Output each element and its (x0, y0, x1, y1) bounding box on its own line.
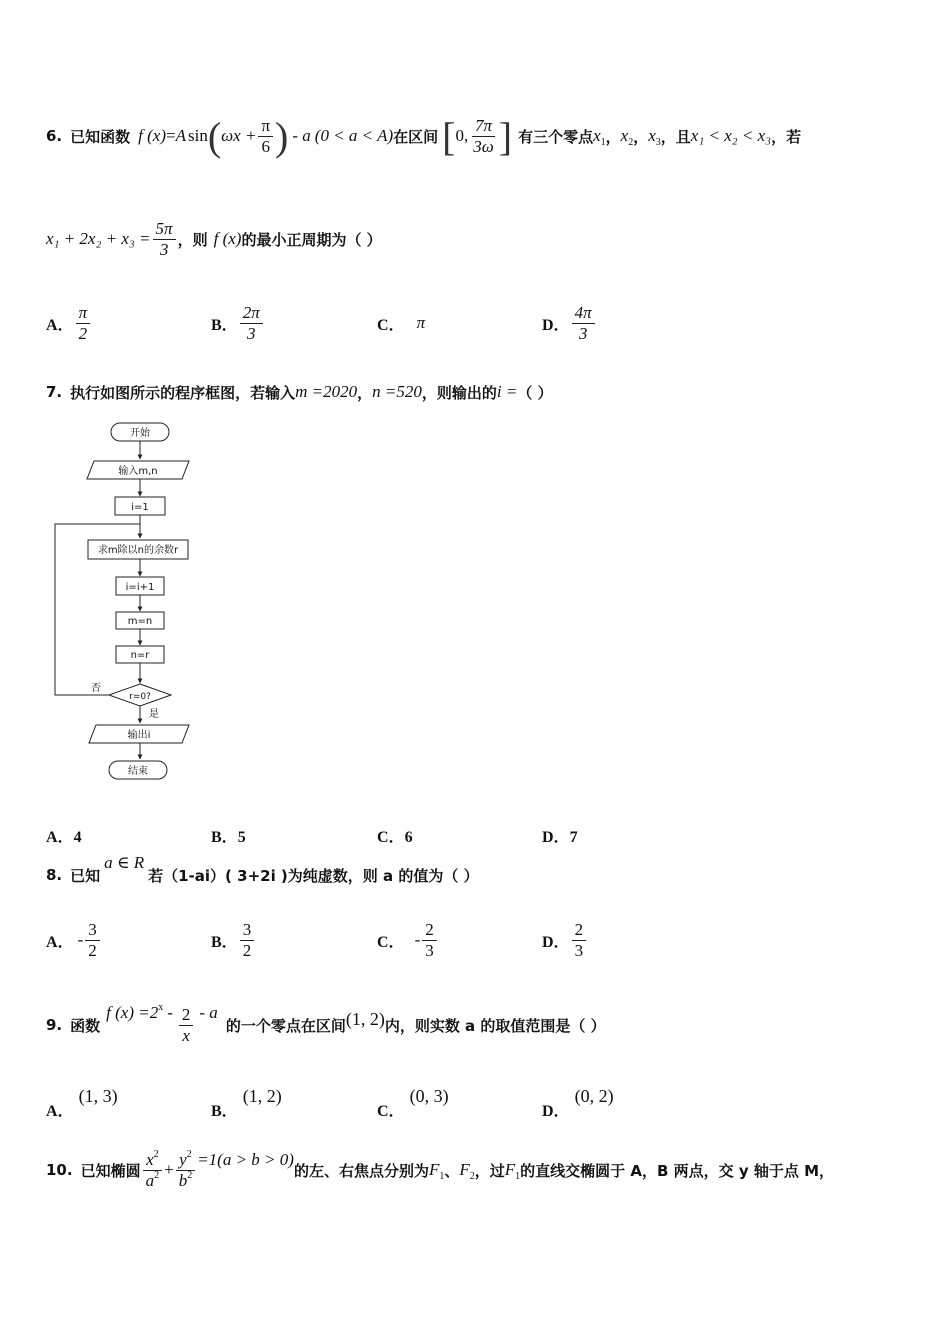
q7-option-d-label: D． (542, 829, 570, 846)
flow-assign-n-label: n=r (130, 650, 150, 661)
q7-sep: ， (357, 383, 373, 402)
q6-order: x₁ < x₂ < x₃ (690, 126, 772, 145)
q6-paren-close: ) (275, 113, 289, 159)
q9-option-a (46, 1084, 118, 1118)
q6-func: f (x) (138, 126, 166, 145)
q9-option-a-value: (1, 3) (78, 1086, 118, 1106)
q8-a-in-r: a ∈ R (104, 853, 145, 872)
q7-option-a-label: A． (46, 829, 74, 846)
q8-option-a-value: $\frac{3}{2}$ (85, 921, 100, 960)
q9-option-c (377, 1084, 449, 1118)
q6-five-pi-frac: $\frac{5\pi}{3}$ (153, 220, 176, 259)
q6-three-zeros: 有三个零点 (518, 127, 594, 146)
q6-option-d-label: D． (542, 316, 570, 334)
q8-lead: 已知 (70, 866, 101, 885)
q6-if: ，若 (771, 127, 802, 146)
q9-option-b-value: (1, 2) (242, 1086, 282, 1106)
q8-option-a-label: A． (46, 933, 74, 951)
q7-option-d (542, 824, 578, 847)
q9-frac: $\frac{2}{x}$ (179, 1006, 194, 1045)
q6-and: 且 (675, 127, 691, 146)
q7-lead: 执行如图所示的程序框图，若输入 (70, 383, 296, 402)
q6-x3: $x_3$ (648, 126, 661, 148)
q9-minus-a: - a (199, 1003, 218, 1022)
flow-init-label: i=1 (131, 502, 149, 513)
q10-frac-x: $\frac{x^2}{a^2}$ (143, 1151, 163, 1190)
q6-interval-left: 0, (455, 126, 469, 145)
q8-option-d-value: $\frac{2}{3}$ (572, 921, 587, 960)
q9-option-b (211, 1084, 282, 1118)
flow-start-label: 开始 (130, 428, 150, 439)
q8-option-b-label: B． (211, 933, 238, 951)
q7-option-b (211, 824, 246, 847)
q7-option-d-value: 7 (569, 829, 578, 846)
q6-tail: 的最小正周期为（ ） (241, 230, 382, 249)
q6-comma-3: ， (660, 127, 676, 146)
q6-bracket-close: ] (498, 113, 513, 159)
q6-bracket-open: [ (442, 113, 456, 159)
q6-arg: ωx + (221, 126, 257, 145)
q6-then: ，则 (177, 230, 208, 249)
q6-minus-a: - a (292, 126, 311, 145)
q8-option-c (377, 916, 439, 964)
q10-eq-cond: =1(a > b > 0) (197, 1150, 294, 1169)
q8-option-b (211, 916, 256, 964)
q9-mid: 的一个零点在区间 (225, 1016, 346, 1035)
q6-option-c-value: π (416, 313, 426, 332)
q6-sum-expr: x₁ + 2x₂ + x₃ = (46, 229, 151, 248)
q7-number: 7. (46, 383, 63, 401)
q10-number: 10. (46, 1161, 73, 1179)
flow-input-label: 输入m,n (118, 466, 158, 477)
q8-option-b-value: $\frac{3}{2}$ (240, 921, 255, 960)
q10-f1-again: $F_1$ (504, 1160, 521, 1182)
q6-sin: sin (187, 126, 208, 145)
q10-f1: $F_1$ (428, 1160, 445, 1182)
q9-minus: - (167, 1003, 173, 1022)
q10-line-through: ，过 (474, 1161, 505, 1180)
q7-m-eq: m =2020 (295, 382, 358, 401)
flow-yes-label: 是 (149, 709, 159, 720)
q9-option-d-label: D． (542, 1103, 570, 1120)
q9-lhs: f $(x) =2^x$ (106, 1002, 164, 1022)
q10-plus: + (164, 1160, 174, 1179)
q6-comma-1: ， (605, 127, 621, 146)
q6-number: 6. (46, 127, 63, 145)
q7-option-c-value: 6 (404, 829, 413, 846)
flow-remainder-label: 求m除以n的余数r (97, 545, 179, 556)
q9-number: 9. (46, 1016, 63, 1034)
q6-amp: A (175, 126, 186, 145)
q6-option-d-value: $\frac{4\pi}{3}$ (572, 304, 595, 343)
q10-sep: 、 (444, 1161, 460, 1180)
q7-option-b-label: B． (211, 829, 238, 846)
q8-body: 若（1-ai）( 3+2i )为纯虚数，则 a 的值为（ ） (148, 866, 479, 885)
q10-tail: 的直线交椭圆于 A，B 两点，交 y 轴于点 M， (520, 1161, 835, 1180)
q8-option-a-sign: - (77, 930, 84, 949)
flow-incr-label: i=i+1 (125, 582, 155, 593)
q8-option-c-value: $\frac{2}{3}$ (422, 921, 437, 960)
q6-option-a-label: A． (46, 316, 74, 334)
q9-option-a-label: A． (46, 1103, 74, 1120)
q6-lead: 已知函数 (70, 127, 131, 146)
q7-tail2: （ ） (517, 383, 553, 402)
q8-option-c-sign: - (414, 930, 421, 949)
q9-option-b-label: B． (211, 1103, 238, 1120)
q6-paren-open: ( (207, 113, 222, 159)
q6-option-b-label: B． (211, 316, 238, 334)
q6-pi-over-6: $\frac{\pi}{6}$ (258, 117, 273, 156)
q9-lead: 函数 (70, 1016, 101, 1035)
q8-line1 (46, 853, 479, 892)
q8-option-a (46, 916, 102, 964)
q8-option-d (542, 916, 588, 964)
q7-option-a (46, 824, 82, 847)
flow-no-label: 否 (91, 683, 101, 694)
q7-i-eq: i = (496, 382, 518, 401)
q6-in-interval: 在区间 (393, 127, 439, 146)
q6-option-a-value: $\frac{\pi}{2}$ (76, 304, 91, 343)
q7-option-c (377, 824, 413, 847)
q7-option-b-value: 5 (237, 829, 246, 846)
q6-option-b-value: $\frac{2\pi}{3}$ (240, 304, 263, 343)
q8-option-c-label: C． (377, 933, 405, 951)
q6-cond: (0 < a < A) (314, 126, 394, 145)
q6-fx: f (x) (213, 229, 242, 248)
q6-seven-pi-frac: $\frac{7\pi}{3\omega}$ (473, 115, 494, 156)
q10-frac-y: $\frac{y^2}{b^2}$ (176, 1151, 196, 1190)
flow-decision-label: r=0? (129, 692, 151, 702)
q9-line1 (46, 1000, 606, 1050)
q7-option-c-label: C． (377, 829, 405, 846)
q9-option-d-value: (0, 2) (574, 1086, 614, 1106)
q9-interval: (1, 2) (345, 1008, 385, 1029)
q7-n-eq: n =520 (372, 382, 422, 401)
q7-tail1: ，则输出的 (421, 383, 497, 402)
flow-assign-m-label: m=n (127, 616, 153, 627)
flow-end-label: 结束 (128, 766, 148, 777)
q9-option-c-label: C． (377, 1103, 405, 1120)
q10-f2: $F_2$ (459, 1160, 475, 1182)
flow-output-label: 输出i (127, 730, 151, 741)
q10-lead: 已知椭圆 (80, 1161, 141, 1180)
q6-option-c-label: C． (377, 316, 405, 334)
q6-comma-2: ， (633, 127, 649, 146)
q9-option-c-value: (0, 3) (409, 1086, 449, 1106)
q9-option-d (542, 1084, 614, 1118)
q9-tail: 内，则实数 a 的取值范围是（ ） (384, 1016, 606, 1035)
q10-line1 (46, 1144, 834, 1196)
q6-eq: = (166, 126, 176, 145)
q6-x1: $x_1$ (593, 126, 606, 148)
q6-x2: $x_2$ (620, 126, 634, 148)
q8-option-d-label: D． (542, 933, 570, 951)
q10-mid: 的左、右焦点分别为 (293, 1161, 429, 1180)
q8-number: 8. (46, 866, 63, 884)
q7-option-a-value: 4 (73, 829, 82, 846)
